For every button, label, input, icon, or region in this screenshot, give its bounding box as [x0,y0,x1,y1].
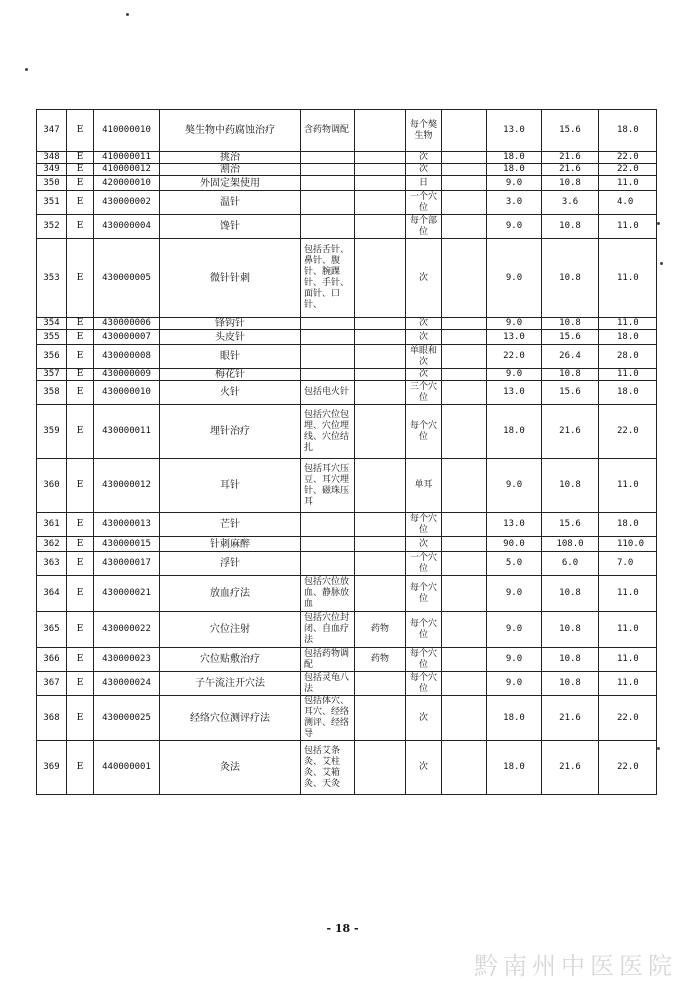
cell-note: 包括耳穴压豆、耳穴埋针、磁珠压耳 [301,459,355,513]
table-row [37,537,657,552]
cell-cat: E [67,152,94,164]
cell-no: 358 [37,381,67,405]
cell-p3: 4.0 [599,191,657,215]
cell-p1: 9.0 [487,648,542,672]
cell-code: 430000021 [94,576,160,612]
cell-p2: 10.8 [542,176,599,191]
empty-cell [442,537,487,552]
cell-no: 363 [37,552,67,576]
cell-extra [355,537,406,552]
empty-cell [442,239,487,318]
cell-cat: E [67,513,94,537]
cell-p3: 28.0 [599,345,657,369]
cell-note: 包括灵龟八法 [301,672,355,696]
table-row [37,345,657,369]
table-row [37,612,657,648]
cell-extra [355,405,406,459]
cell-name: 浮针 [160,552,301,576]
cell-extra [355,459,406,513]
cell-note [301,164,355,176]
cell-p1: 18.0 [487,405,542,459]
table-body [37,110,657,795]
cell-unit: 次 [406,152,442,164]
cell-note: 包括穴位放血、静脉放血 [301,576,355,612]
empty-cell [442,672,487,696]
cell-p3: 11.0 [599,215,657,239]
cell-p3: 7.0 [599,552,657,576]
cell-extra [355,672,406,696]
cell-p2: 10.8 [542,648,599,672]
cell-p2: 21.6 [542,152,599,164]
cell-name: 耳针 [160,459,301,513]
cell-cat: E [67,459,94,513]
empty-cell [442,513,487,537]
cell-unit: 每个穴位 [406,513,442,537]
cell-p3: 11.0 [599,672,657,696]
cell-code: 410000010 [94,110,160,152]
cell-cat: E [67,381,94,405]
cell-no: 354 [37,318,67,330]
cell-name: 獒生物中药腐蚀治疗 [160,110,301,152]
cell-p2: 10.8 [542,318,599,330]
cell-no: 352 [37,215,67,239]
table-row [37,215,657,239]
cell-extra: 药物 [355,612,406,648]
empty-cell [442,696,487,741]
cell-p3: 11.0 [599,459,657,513]
cell-extra [355,369,406,381]
cell-p3: 11.0 [599,239,657,318]
cell-code: 430000013 [94,513,160,537]
cell-no: 369 [37,741,67,795]
scan-speck [657,222,660,225]
cell-note: 包括舌针、鼻针、腹针、腕踝针、手针、面针、口针、 [301,239,355,318]
cell-extra [355,330,406,345]
cell-p2: 108.0 [542,537,599,552]
table-row [37,741,657,795]
cell-p1: 9.0 [487,576,542,612]
cell-no: 355 [37,330,67,345]
table-row [37,330,657,345]
table-row [37,459,657,513]
cell-p1: 5.0 [487,552,542,576]
cell-name: 穴位贴敷治疗 [160,648,301,672]
cell-p3: 18.0 [599,110,657,152]
empty-cell [442,612,487,648]
cell-cat: E [67,239,94,318]
cell-cat: E [67,405,94,459]
empty-cell [442,576,487,612]
cell-code: 440000001 [94,741,160,795]
cell-cat: E [67,696,94,741]
cell-extra [355,576,406,612]
scan-speck [657,747,660,750]
cell-note [301,215,355,239]
empty-cell [442,191,487,215]
cell-p3: 22.0 [599,152,657,164]
cell-p3: 11.0 [599,648,657,672]
cell-name: 针刺麻醉 [160,537,301,552]
empty-cell [442,405,487,459]
cell-p2: 21.6 [542,405,599,459]
cell-no: 350 [37,176,67,191]
cell-note [301,345,355,369]
empty-cell [442,318,487,330]
page-number: - 18 - [326,922,359,935]
cell-name: 子午流注开穴法 [160,672,301,696]
cell-cat: E [67,741,94,795]
scan-speck [126,13,129,16]
cell-name: 埋针治疗 [160,405,301,459]
table-row [37,696,657,741]
table-row [37,239,657,318]
cell-cat: E [67,318,94,330]
cell-p3: 11.0 [599,576,657,612]
cell-unit: 次 [406,696,442,741]
cell-p1: 9.0 [487,318,542,330]
cell-code: 430000025 [94,696,160,741]
empty-cell [442,345,487,369]
cell-p1: 13.0 [487,330,542,345]
cell-code: 410000012 [94,164,160,176]
table-row [37,164,657,176]
cell-cat: E [67,672,94,696]
cell-unit: 次 [406,330,442,345]
cell-no: 347 [37,110,67,152]
cell-cat: E [67,552,94,576]
cell-cat: E [67,537,94,552]
cell-unit: 次 [406,164,442,176]
cell-extra [355,696,406,741]
scan-speck [25,68,28,71]
empty-cell [442,176,487,191]
cell-cat: E [67,345,94,369]
empty-cell [442,164,487,176]
cell-no: 351 [37,191,67,215]
cell-name: 火针 [160,381,301,405]
cell-p1: 9.0 [487,369,542,381]
cell-p1: 18.0 [487,164,542,176]
cell-cat: E [67,369,94,381]
cell-extra [355,239,406,318]
cell-name: 锋钩针 [160,318,301,330]
cell-note: 包括穴位包埋、穴位埋线、穴位结扎 [301,405,355,459]
cell-p1: 9.0 [487,459,542,513]
cell-extra [355,513,406,537]
cell-name: 割治 [160,164,301,176]
cell-p3: 18.0 [599,381,657,405]
cell-cat: E [67,110,94,152]
cell-code: 420000010 [94,176,160,191]
cell-no: 357 [37,369,67,381]
cell-note: 包括电火针 [301,381,355,405]
cell-note: 包括药物调配 [301,648,355,672]
cell-note [301,191,355,215]
table-row [37,513,657,537]
cell-code: 430000009 [94,369,160,381]
cell-code: 430000010 [94,381,160,405]
cell-name: 馋针 [160,215,301,239]
empty-cell [442,552,487,576]
cell-p2: 15.6 [542,110,599,152]
cell-unit: 次 [406,239,442,318]
cell-unit: 每个穴位 [406,576,442,612]
cell-code: 430000024 [94,672,160,696]
cell-unit: 单眼和次 [406,345,442,369]
cell-p2: 10.8 [542,369,599,381]
cell-no: 368 [37,696,67,741]
cell-unit: 一个穴位 [406,191,442,215]
cell-p1: 3.0 [487,191,542,215]
table-row [37,576,657,612]
cell-unit: 日 [406,176,442,191]
table-row [37,176,657,191]
cell-code: 430000011 [94,405,160,459]
cell-p3: 18.0 [599,330,657,345]
cell-no: 348 [37,152,67,164]
cell-extra [355,110,406,152]
table-row [37,318,657,330]
cell-code: 430000023 [94,648,160,672]
cell-p3: 22.0 [599,405,657,459]
cell-name: 头皮针 [160,330,301,345]
cell-p1: 18.0 [487,152,542,164]
empty-cell [442,330,487,345]
cell-cat: E [67,164,94,176]
cell-p3: 22.0 [599,741,657,795]
empty-cell [442,369,487,381]
empty-cell [442,648,487,672]
cell-extra [355,152,406,164]
cell-note [301,369,355,381]
cell-p1: 18.0 [487,741,542,795]
cell-name: 温针 [160,191,301,215]
table-row [37,191,657,215]
cell-cat: E [67,215,94,239]
cell-p2: 10.8 [542,459,599,513]
cell-code: 430000006 [94,318,160,330]
table-row [37,405,657,459]
cell-p3: 11.0 [599,318,657,330]
cell-cat: E [67,330,94,345]
cell-p1: 13.0 [487,513,542,537]
cell-note: 含药物调配 [301,110,355,152]
cell-unit: 每个穴位 [406,405,442,459]
cell-note [301,318,355,330]
cell-no: 356 [37,345,67,369]
cell-p2: 10.8 [542,239,599,318]
cell-code: 430000008 [94,345,160,369]
cell-p2: 3.6 [542,191,599,215]
cell-name: 挑治 [160,152,301,164]
cell-extra [355,164,406,176]
cell-note [301,176,355,191]
empty-cell [442,215,487,239]
cell-no: 362 [37,537,67,552]
cell-no: 364 [37,576,67,612]
cell-name: 经络穴位测评疗法 [160,696,301,741]
cell-unit: 次 [406,369,442,381]
cell-p1: 90.0 [487,537,542,552]
cell-cat: E [67,648,94,672]
cell-cat: E [67,612,94,648]
cell-extra [355,191,406,215]
fee-schedule-table [36,109,657,795]
cell-unit: 每个穴位 [406,648,442,672]
cell-note: 包括体穴、耳穴、经络测评、经络导 [301,696,355,741]
cell-p2: 15.6 [542,513,599,537]
cell-unit: 每个穴位 [406,672,442,696]
cell-no: 361 [37,513,67,537]
cell-code: 430000007 [94,330,160,345]
cell-p2: 21.6 [542,164,599,176]
cell-name: 芒针 [160,513,301,537]
cell-note [301,537,355,552]
cell-name: 灸法 [160,741,301,795]
cell-p2: 10.8 [542,215,599,239]
cell-p1: 22.0 [487,345,542,369]
cell-no: 367 [37,672,67,696]
cell-code: 430000012 [94,459,160,513]
table-row [37,152,657,164]
cell-p3: 22.0 [599,696,657,741]
scan-speck [660,262,663,265]
cell-unit: 次 [406,318,442,330]
cell-unit: 单耳 [406,459,442,513]
cell-p2: 21.6 [542,741,599,795]
table-row [37,672,657,696]
cell-extra [355,318,406,330]
cell-code: 430000015 [94,537,160,552]
cell-note [301,330,355,345]
cell-note: 包括穴位封闭、自血疗法 [301,612,355,648]
cell-no: 365 [37,612,67,648]
cell-unit: 每个獒生物 [406,110,442,152]
cell-p3: 11.0 [599,176,657,191]
empty-cell [442,741,487,795]
cell-cat: E [67,176,94,191]
cell-note: 包括艾条灸、艾柱灸、艾箱灸、天灸 [301,741,355,795]
cell-name: 穴位注射 [160,612,301,648]
cell-extra: 药物 [355,648,406,672]
cell-unit: 每个部位 [406,215,442,239]
cell-p1: 18.0 [487,696,542,741]
cell-note [301,552,355,576]
cell-unit: 次 [406,537,442,552]
cell-p1: 13.0 [487,110,542,152]
cell-no: 360 [37,459,67,513]
table-row [37,648,657,672]
cell-unit: 次 [406,741,442,795]
cell-no: 349 [37,164,67,176]
cell-note [301,513,355,537]
cell-note [301,152,355,164]
cell-unit: 三个穴位 [406,381,442,405]
cell-no: 366 [37,648,67,672]
cell-p3: 22.0 [599,164,657,176]
table-row [37,369,657,381]
cell-p1: 9.0 [487,239,542,318]
cell-p1: 9.0 [487,672,542,696]
cell-p1: 9.0 [487,612,542,648]
table-row [37,552,657,576]
cell-name: 放血疗法 [160,576,301,612]
cell-p3: 11.0 [599,612,657,648]
cell-extra [355,345,406,369]
cell-no: 359 [37,405,67,459]
cell-extra [355,176,406,191]
cell-name: 眼针 [160,345,301,369]
cell-p2: 10.8 [542,672,599,696]
cell-p1: 13.0 [487,381,542,405]
cell-p2: 15.6 [542,330,599,345]
cell-unit: 一个穴位 [406,552,442,576]
cell-code: 430000017 [94,552,160,576]
cell-code: 430000022 [94,612,160,648]
cell-p1: 9.0 [487,176,542,191]
empty-cell [442,110,487,152]
empty-cell [442,459,487,513]
cell-name: 梅花针 [160,369,301,381]
cell-name: 外固定架使用 [160,176,301,191]
cell-p2: 10.8 [542,612,599,648]
cell-unit: 每个穴位 [406,612,442,648]
cell-p1: 9.0 [487,215,542,239]
cell-code: 430000004 [94,215,160,239]
table-row [37,381,657,405]
cell-p2: 6.0 [542,552,599,576]
cell-extra [355,552,406,576]
table-row [37,110,657,152]
cell-p2: 10.8 [542,576,599,612]
cell-code: 410000011 [94,152,160,164]
cell-p3: 18.0 [599,513,657,537]
cell-p2: 21.6 [542,696,599,741]
cell-p3: 110.0 [599,537,657,552]
cell-cat: E [67,191,94,215]
cell-extra [355,215,406,239]
cell-cat: E [67,576,94,612]
cell-p2: 15.6 [542,381,599,405]
hospital-watermark: 黔南州中医医院 [474,952,677,980]
cell-code: 430000005 [94,239,160,318]
cell-extra [355,381,406,405]
cell-p2: 26.4 [542,345,599,369]
cell-no: 353 [37,239,67,318]
cell-code: 430000002 [94,191,160,215]
cell-p3: 11.0 [599,369,657,381]
cell-name: 微针针刺 [160,239,301,318]
cell-extra [355,741,406,795]
empty-cell [442,381,487,405]
empty-cell [442,152,487,164]
